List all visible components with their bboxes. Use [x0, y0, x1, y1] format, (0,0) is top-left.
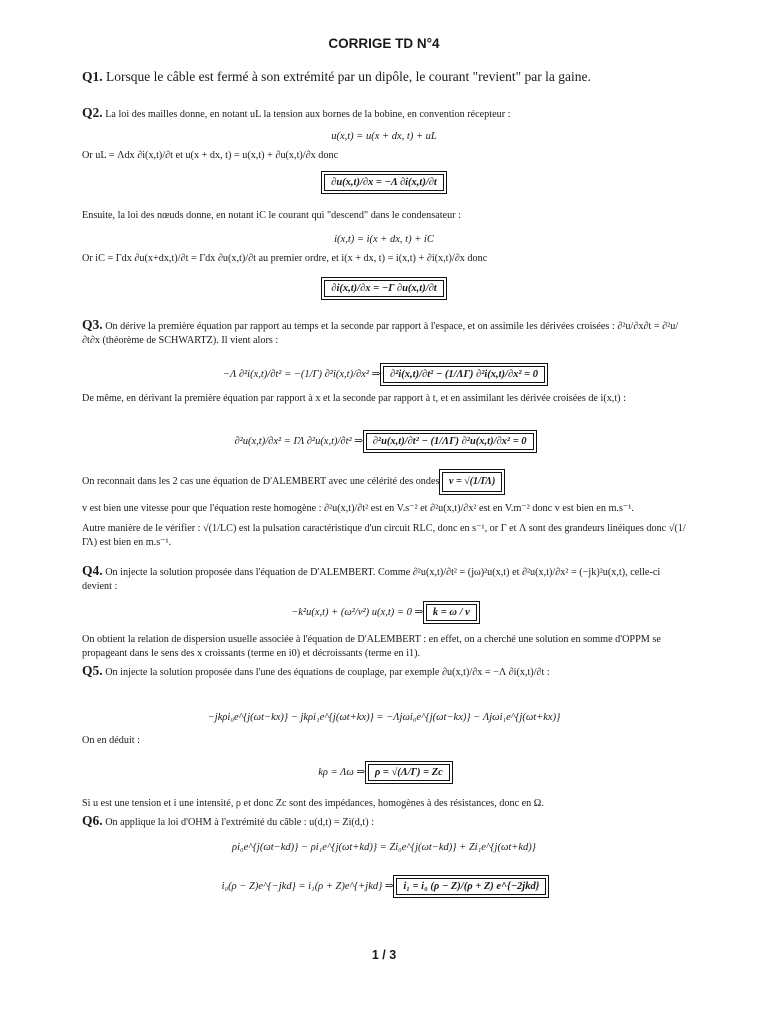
q3-eq2: ∂²u(x,t)/∂x² = ΓΛ ∂²u(x,t)/∂t² ⇒	[234, 436, 364, 447]
q3-box-1: ∂²i(x,t)/∂t² − (1/ΛΓ) ∂²i(x,t)/∂x² = 0	[383, 366, 545, 383]
q5-deduit: On en déduit :	[82, 735, 141, 746]
q4-conclusion: On obtient la relation de dispersion usuelle associée à l'équation de D'ALEMBERT : en effet, on a cherché une solution en somme d'OPPM se propageant dans le sens des x croissants (terme en i0) et décroissants (terme en i1).	[82, 634, 661, 659]
q6-intro-paragraph	[82, 814, 687, 830]
q4-equation	[0, 604, 768, 621]
q3-intro-paragraph	[82, 318, 687, 348]
q4-eq: −k²u(x,t) + (ω²/v²) u(x,t) = 0 ⇒	[291, 607, 424, 618]
q3-homogene: v est bien une vitesse pour que l'équation reste homogène : ∂²u(x,t)/∂t² est en V.s⁻² et ∂²u(x,t)/∂x² est en V.m⁻² donc v est bien en m.s⁻¹.	[82, 503, 634, 514]
q4-intro-paragraph	[82, 564, 687, 594]
q4-box: k = ω / v	[426, 604, 477, 621]
q5-equation-1: −jkρi₀e^{j(ωt−kx)} − jkρi₁e^{j(ωt+kx)} = −Λjωi₀e^{j(ωt−kx)} − Λjωi₁e^{j(ωt+kx)}	[207, 712, 561, 723]
q6-equation-2	[0, 878, 768, 895]
q5-intro: On injecte la solution proposée dans l'une des équations de couplage, par exemple ∂u(x,t)/∂x = −Λ ∂i(x,t)/∂t :	[105, 667, 550, 678]
q3-box-3: v = √(1/ΓΛ)	[442, 472, 502, 492]
q6-eq2: i₀(ρ − Z)e^{−jkd} = i₁(ρ + Z)e^{+jkd} ⇒	[221, 881, 394, 892]
q2-boxed-result-1	[0, 174, 768, 191]
q4-label: Q4.	[82, 563, 103, 578]
q2-box-1: ∂u(x,t)/∂x = −Λ ∂i(x,t)/∂t	[324, 174, 444, 191]
q1-paragraph	[82, 68, 687, 86]
q6-label: Q6.	[82, 813, 103, 828]
q6-intro: On applique la loi d'OHM à l'extrémité du câble : u(d,t) = Zi(d,t) :	[105, 817, 375, 828]
document-title: CORRIGE TD N°4	[328, 36, 440, 51]
q2-or-1: Or uL = Λdx ∂i(x,t)/∂t et u(x + dx, t) = u(x,t) + ∂u(x,t)/∂x donc	[82, 150, 339, 161]
q5-conclusion: Si u est une tension et i une intensité, ρ et donc Zc sont des impédances, homogènes à des résistances, donc en Ω.	[82, 798, 544, 809]
q3-reconnait-text: On reconnait dans les 2 cas une équation de D'ALEMBERT avec une célérité des ondes	[82, 476, 440, 487]
q2-equation-1: u(x,t) = u(x + dx, t) + uL	[331, 131, 437, 142]
q2-equation-2: i(x,t) = i(x + dx, t) + iC	[334, 234, 434, 245]
q2-intro: La loi des mailles donne, en notant uL la tension aux bornes de la bobine, en convention récepteur :	[105, 109, 511, 120]
q1-label: Q1.	[82, 69, 103, 84]
q2-ensuite: Ensuite, la loi des nœuds donne, en notant iC le courant qui "descend" dans le condensateur :	[82, 210, 461, 221]
q6-equation-1: ρi₀e^{j(ωt−kd)} − ρi₁e^{j(ωt+kd)} = Zi₀e^{j(ωt−kd)} + Zi₁e^{j(ωt+kd)}	[232, 842, 536, 853]
q3-equation-2	[0, 433, 768, 450]
q2-boxed-result-2	[0, 280, 768, 297]
q3-box-2: ∂²u(x,t)/∂t² − (1/ΛΓ) ∂²u(x,t)/∂x² = 0	[366, 433, 534, 450]
q3-equation-1	[0, 366, 768, 383]
q5-intro-paragraph	[82, 664, 687, 680]
q2-box-2: ∂i(x,t)/∂x = −Γ ∂u(x,t)/∂t	[324, 280, 443, 297]
q3-intro: On dérive la première équation par rapport au temps et la seconde par rapport à l'espace, et on assimile les dérivées croisées : ∂²u/∂x∂t = ∂²u/∂t∂x (théorème de SCHWARTZ). Il vient alors :	[82, 321, 679, 346]
q5-box: ρ = √(Λ/Γ) = Zc	[368, 764, 450, 781]
q5-eq2: kρ = Λω ⇒	[318, 767, 366, 778]
q3-autre-maniere: Autre manière de le vérifier : √(1/LC) est la pulsation caractéristique d'un circuit RLC, donc en s⁻¹, or Γ et Λ sont des grandeurs linéiques donc √(1/ΓΛ) est bien en m.s⁻¹.	[82, 523, 686, 548]
q5-equation-2	[0, 764, 768, 781]
q2-or-2: Or iC = Γdx ∂u(x+dx,t)/∂t = Γdx ∂u(x,t)/∂t au premier ordre, et i(x + dx, t) = i(x,t) + ∂i(x,t)/∂x donc	[82, 253, 488, 264]
q1-text: Lorsque le câble est fermé à son extrémité par un dipôle, le courant "revient" par la gaine.	[106, 69, 591, 84]
q2-intro-paragraph	[82, 106, 687, 122]
q6-box: i₁ = i₀ (ρ − Z)/(ρ + Z) e^{−2jkd}	[396, 878, 546, 895]
q3-reconnait	[82, 472, 687, 492]
q3-eq1: −Λ ∂²i(x,t)/∂t² = −(1/Γ) ∂²i(x,t)/∂x² ⇒	[222, 369, 381, 380]
q2-label: Q2.	[82, 105, 103, 120]
q3-label: Q3.	[82, 317, 103, 332]
q5-label: Q5.	[82, 663, 103, 678]
page-number: 1 / 3	[371, 948, 397, 962]
q3-de-meme: De même, en dérivant la première équation par rapport à x et la seconde par rapport à t, et en assimilant les dérivée croisées de i(x,t) :	[82, 393, 626, 404]
q4-intro: On injecte la solution proposée dans l'équation de D'ALEMBERT. Comme ∂²u(x,t)/∂t² = (jω)²u(x,t) et ∂²u(x,t)/∂x² = (−jk)²u(x,t), celle-ci devient :	[82, 567, 661, 592]
